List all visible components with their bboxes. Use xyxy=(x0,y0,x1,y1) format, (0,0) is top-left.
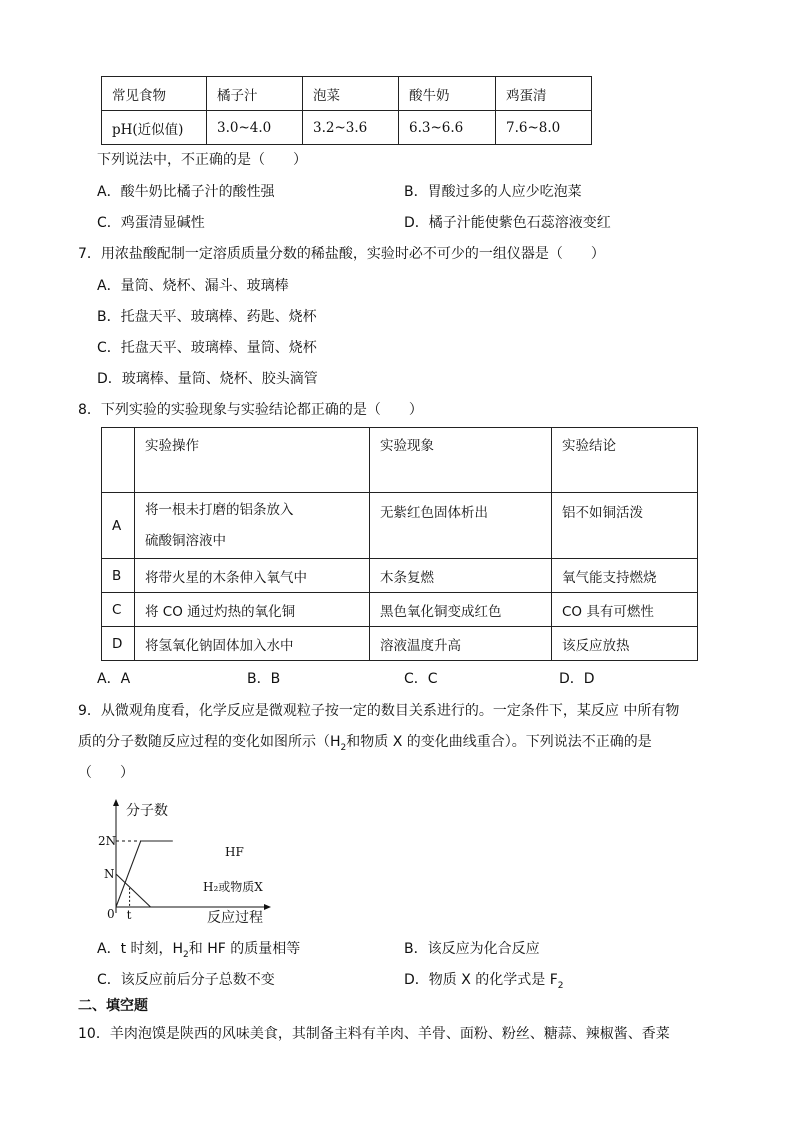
q8-option-b: B．B xyxy=(247,671,281,687)
q9-stem-line1: 9．从微观角度看，化学反应是微观粒子按一定的数目关系进行的。一定条件下，某反应 中所有物 xyxy=(78,703,680,719)
series-line-1 xyxy=(116,874,151,907)
q6-option-c: C．鸡蛋清显碱性 xyxy=(97,215,205,231)
subscript: 2 xyxy=(183,949,189,960)
table-row xyxy=(102,559,698,593)
series-line-0 xyxy=(116,841,173,907)
x-axis-arrow xyxy=(264,904,271,910)
q9-option-text: D．物质 X 的化学式是 F xyxy=(404,972,558,988)
ph-row-cell: 3.2~3.6 xyxy=(303,111,399,145)
row-phenomenon: 溶液温度升高 xyxy=(370,627,552,661)
q9-option-a xyxy=(97,939,300,965)
row-label: D xyxy=(102,627,135,661)
ph-row-cell: 6.3~6.6 xyxy=(399,111,496,145)
row-conclusion: CO 具有可燃性 xyxy=(552,593,698,627)
ph-row-cell: 3.0~4.0 xyxy=(207,111,303,145)
q9-option-c: C．该反应前后分子总数不变 xyxy=(97,972,275,988)
ph-header-cell: 酸牛奶 xyxy=(399,77,496,111)
ph-header-cell: 橘子汁 xyxy=(207,77,303,111)
section-heading: 二、填空题 xyxy=(78,998,148,1014)
row-operation: 将 CO 通过灼热的氧化铜 xyxy=(135,593,370,627)
exp-header-cell xyxy=(102,428,135,493)
x-tick-label: t xyxy=(126,908,132,922)
molecule-count-chart xyxy=(95,795,295,930)
row-label: A xyxy=(102,493,135,559)
q7-option-c: C．托盘天平、玻璃棒、量筒、烧杯 xyxy=(97,340,317,356)
q9-option-text: 和 HF 的质量相等 xyxy=(188,941,301,957)
q9-option-text: A．t 时刻，H xyxy=(97,941,184,957)
y-axis-label: 分子数 xyxy=(126,803,168,819)
y-tick-label: 2N xyxy=(98,834,117,848)
q9-stem-line2 xyxy=(78,732,652,758)
row-phenomenon: 无紫红色固体析出 xyxy=(370,493,552,559)
row-operation: 将带火星的木条伸入氧气中 xyxy=(135,559,370,593)
q8-option-c: C．C xyxy=(404,671,438,687)
ph-header-cell: 常见食物 xyxy=(102,77,207,111)
q9-stem-line3: （ ） xyxy=(78,765,134,781)
row-conclusion: 氧气能支持燃烧 xyxy=(552,559,698,593)
row-operation-line: 硫酸铜溶液中 xyxy=(145,532,226,549)
x-tick-label: 0 xyxy=(107,907,115,921)
ph-row-cell: 7.6~8.0 xyxy=(496,111,592,145)
ph-header-cell: 鸡蛋清 xyxy=(496,77,592,111)
q8-option-d: D．D xyxy=(559,671,595,687)
experiment-table xyxy=(101,427,698,661)
q7-stem: 7．用浓盐酸配制一定溶质质量分数的稀盐酸，实验时必不可少的一组仪器是（ ） xyxy=(78,246,605,262)
q9-text: 质的分子数随反应过程的变化如图所示（H xyxy=(78,734,341,750)
row-operation-line: 将一根未打磨的铝条放入 xyxy=(145,501,294,518)
table-row xyxy=(102,493,698,559)
subscript: 2 xyxy=(557,980,564,991)
x-axis-label: 反应过程 xyxy=(207,910,263,926)
ph-header-cell: 泡菜 xyxy=(303,77,399,111)
row-phenomenon: 木条复燃 xyxy=(370,559,552,593)
q10-stem: 10．羊肉泡馍是陕西的风味美食，其制备主料有羊肉、羊骨、面粉、粉丝、糖蒜、辣椒酱、香菜 xyxy=(78,1026,670,1042)
ph-table xyxy=(101,76,592,145)
q9-text: 和物质 X 的变化曲线重合）。下列说法不正确的是 xyxy=(346,734,652,750)
row-operation xyxy=(135,493,370,559)
series-label-hf: HF xyxy=(225,845,244,859)
table-row xyxy=(102,627,698,661)
row-label: C xyxy=(102,593,135,627)
q9-option-d xyxy=(404,970,564,996)
exp-header-cell: 实验操作 xyxy=(135,428,370,493)
row-conclusion: 铝不如铜活泼 xyxy=(552,493,698,559)
row-phenomenon: 黑色氧化铜变成红色 xyxy=(370,593,552,627)
series-label-h2-x: H₂或物质X xyxy=(203,880,263,894)
exp-header-cell: 实验结论 xyxy=(552,428,698,493)
q6-stem: 下列说法中，不正确的是（ ） xyxy=(97,152,307,168)
table-row xyxy=(102,593,698,627)
row-conclusion: 该反应放热 xyxy=(552,627,698,661)
row-label: B xyxy=(102,559,135,593)
q6-option-a: A．酸牛奶比橘子汁的酸性强 xyxy=(97,184,275,200)
q9-option-b: B．该反应为化合反应 xyxy=(404,941,540,957)
subscript: 2 xyxy=(340,742,347,753)
q6-option-b: B．胃酸过多的人应少吃泡菜 xyxy=(404,184,582,200)
row-operation: 将氢氧化钠固体加入水中 xyxy=(135,627,370,661)
y-axis-arrow xyxy=(113,799,119,806)
y-tick-label: N xyxy=(104,867,115,881)
q8-stem: 8．下列实验的实验现象与实验结论都正确的是（ ） xyxy=(78,402,423,418)
q8-option-a: A．A xyxy=(97,671,131,687)
ph-row-cell: pH(近似值) xyxy=(102,111,207,145)
q7-option-b: B．托盘天平、玻璃棒、药匙、烧杯 xyxy=(97,309,317,325)
q6-option-d: D．橘子汁能使紫色石蕊溶液变红 xyxy=(404,215,611,231)
q7-option-a: A．量筒、烧杯、漏斗、玻璃棒 xyxy=(97,278,289,294)
exp-header-cell: 实验现象 xyxy=(370,428,552,493)
q7-option-d: D．玻璃棒、量筒、烧杯、胶头滴管 xyxy=(97,371,318,387)
